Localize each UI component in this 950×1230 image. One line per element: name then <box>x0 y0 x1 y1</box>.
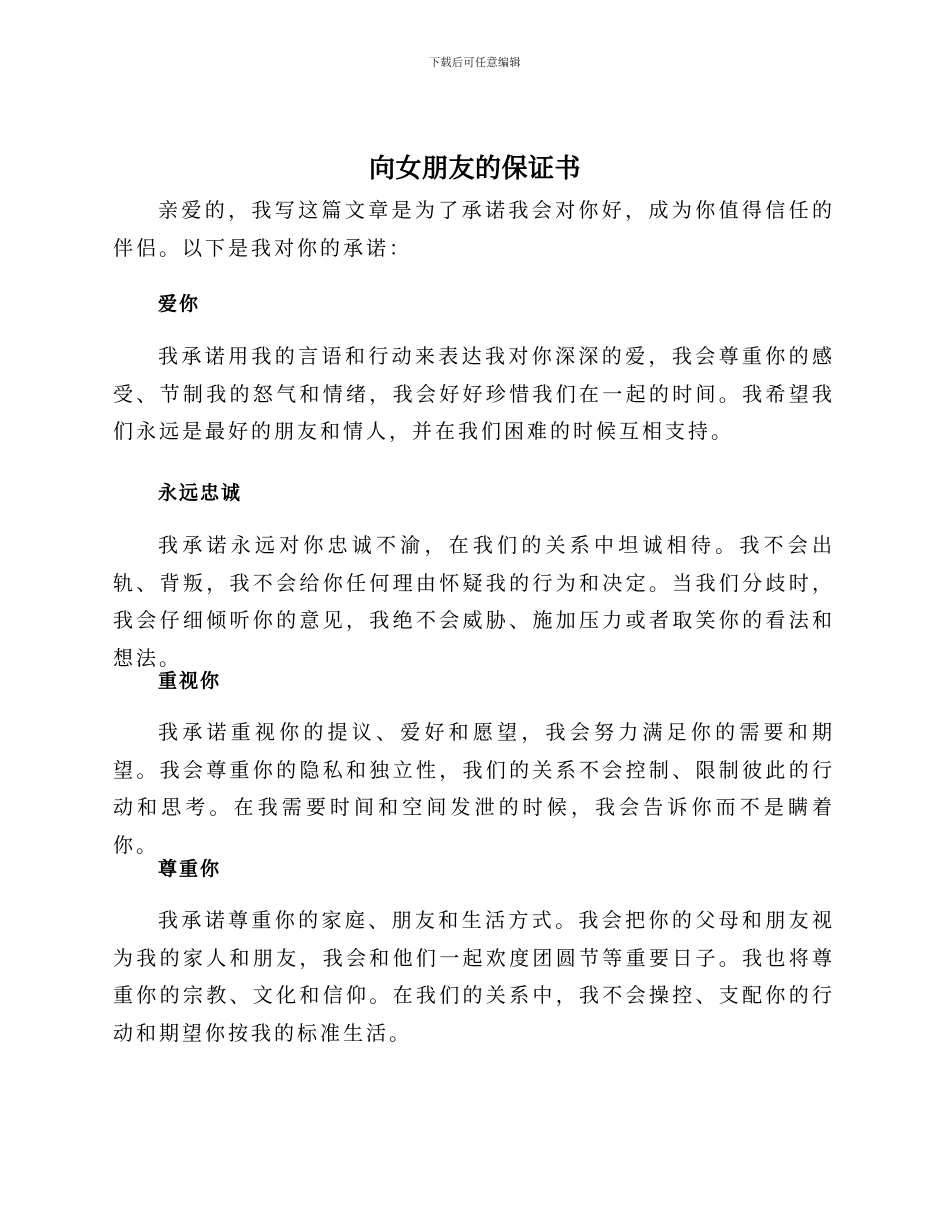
section-text-loyalty: 我承诺永远对你忠诚不渝，在我们的关系中坦诚相待。我不会出轨、背叛，我不会给你任何理由怀疑我的行为和决定。当我们分歧时，我会仔细倾听你的意见，我绝不会威胁、施加压力或者取笑你的看法和想法。 <box>113 533 835 670</box>
section-heading-loyalty: 永远忠诚 <box>158 482 243 504</box>
document-title: 向女朋友的保证书 <box>368 154 581 184</box>
section-text-value: 我承诺重视你的提议、爱好和愿望，我会努力满足你的需要和期望。我会尊重你的隐私和独立性，我们的关系不会控制、限制彼此的行动和思考。在我需要时间和空间发泄的时候，我会告诉你而不是瞒着你。 <box>113 720 835 857</box>
header-note: 下载后可任意编辑 <box>429 56 521 69</box>
section-text-love: 我承诺用我的言语和行动来表达我对你深深的爱，我会尊重你的感受、节制我的怒气和情绪，我会好好珍惜我们在一起的时间。我希望我们永远是最好的朋友和情人，并在我们困难的时候互相支持。 <box>113 344 835 443</box>
section-heading-love: 爱你 <box>158 293 201 315</box>
section-text-respect: 我承诺尊重你的家庭、朋友和生活方式。我会把你的父母和朋友视为我的家人和朋友，我会和他们一起欢度团圆节等重要日子。我也将尊重你的宗教、文化和信仰。在我们的关系中，我不会操控、支配你的行动和期望你按我的标准生活。 <box>113 908 835 1045</box>
section-heading-respect: 尊重你 <box>158 858 222 880</box>
section-heading-value: 重视你 <box>158 670 222 692</box>
intro-paragraph: 亲爱的，我写这篇文章是为了承诺我会对你好，成为你值得信任的伴侣。以下是我对你的承诺： <box>113 198 835 260</box>
